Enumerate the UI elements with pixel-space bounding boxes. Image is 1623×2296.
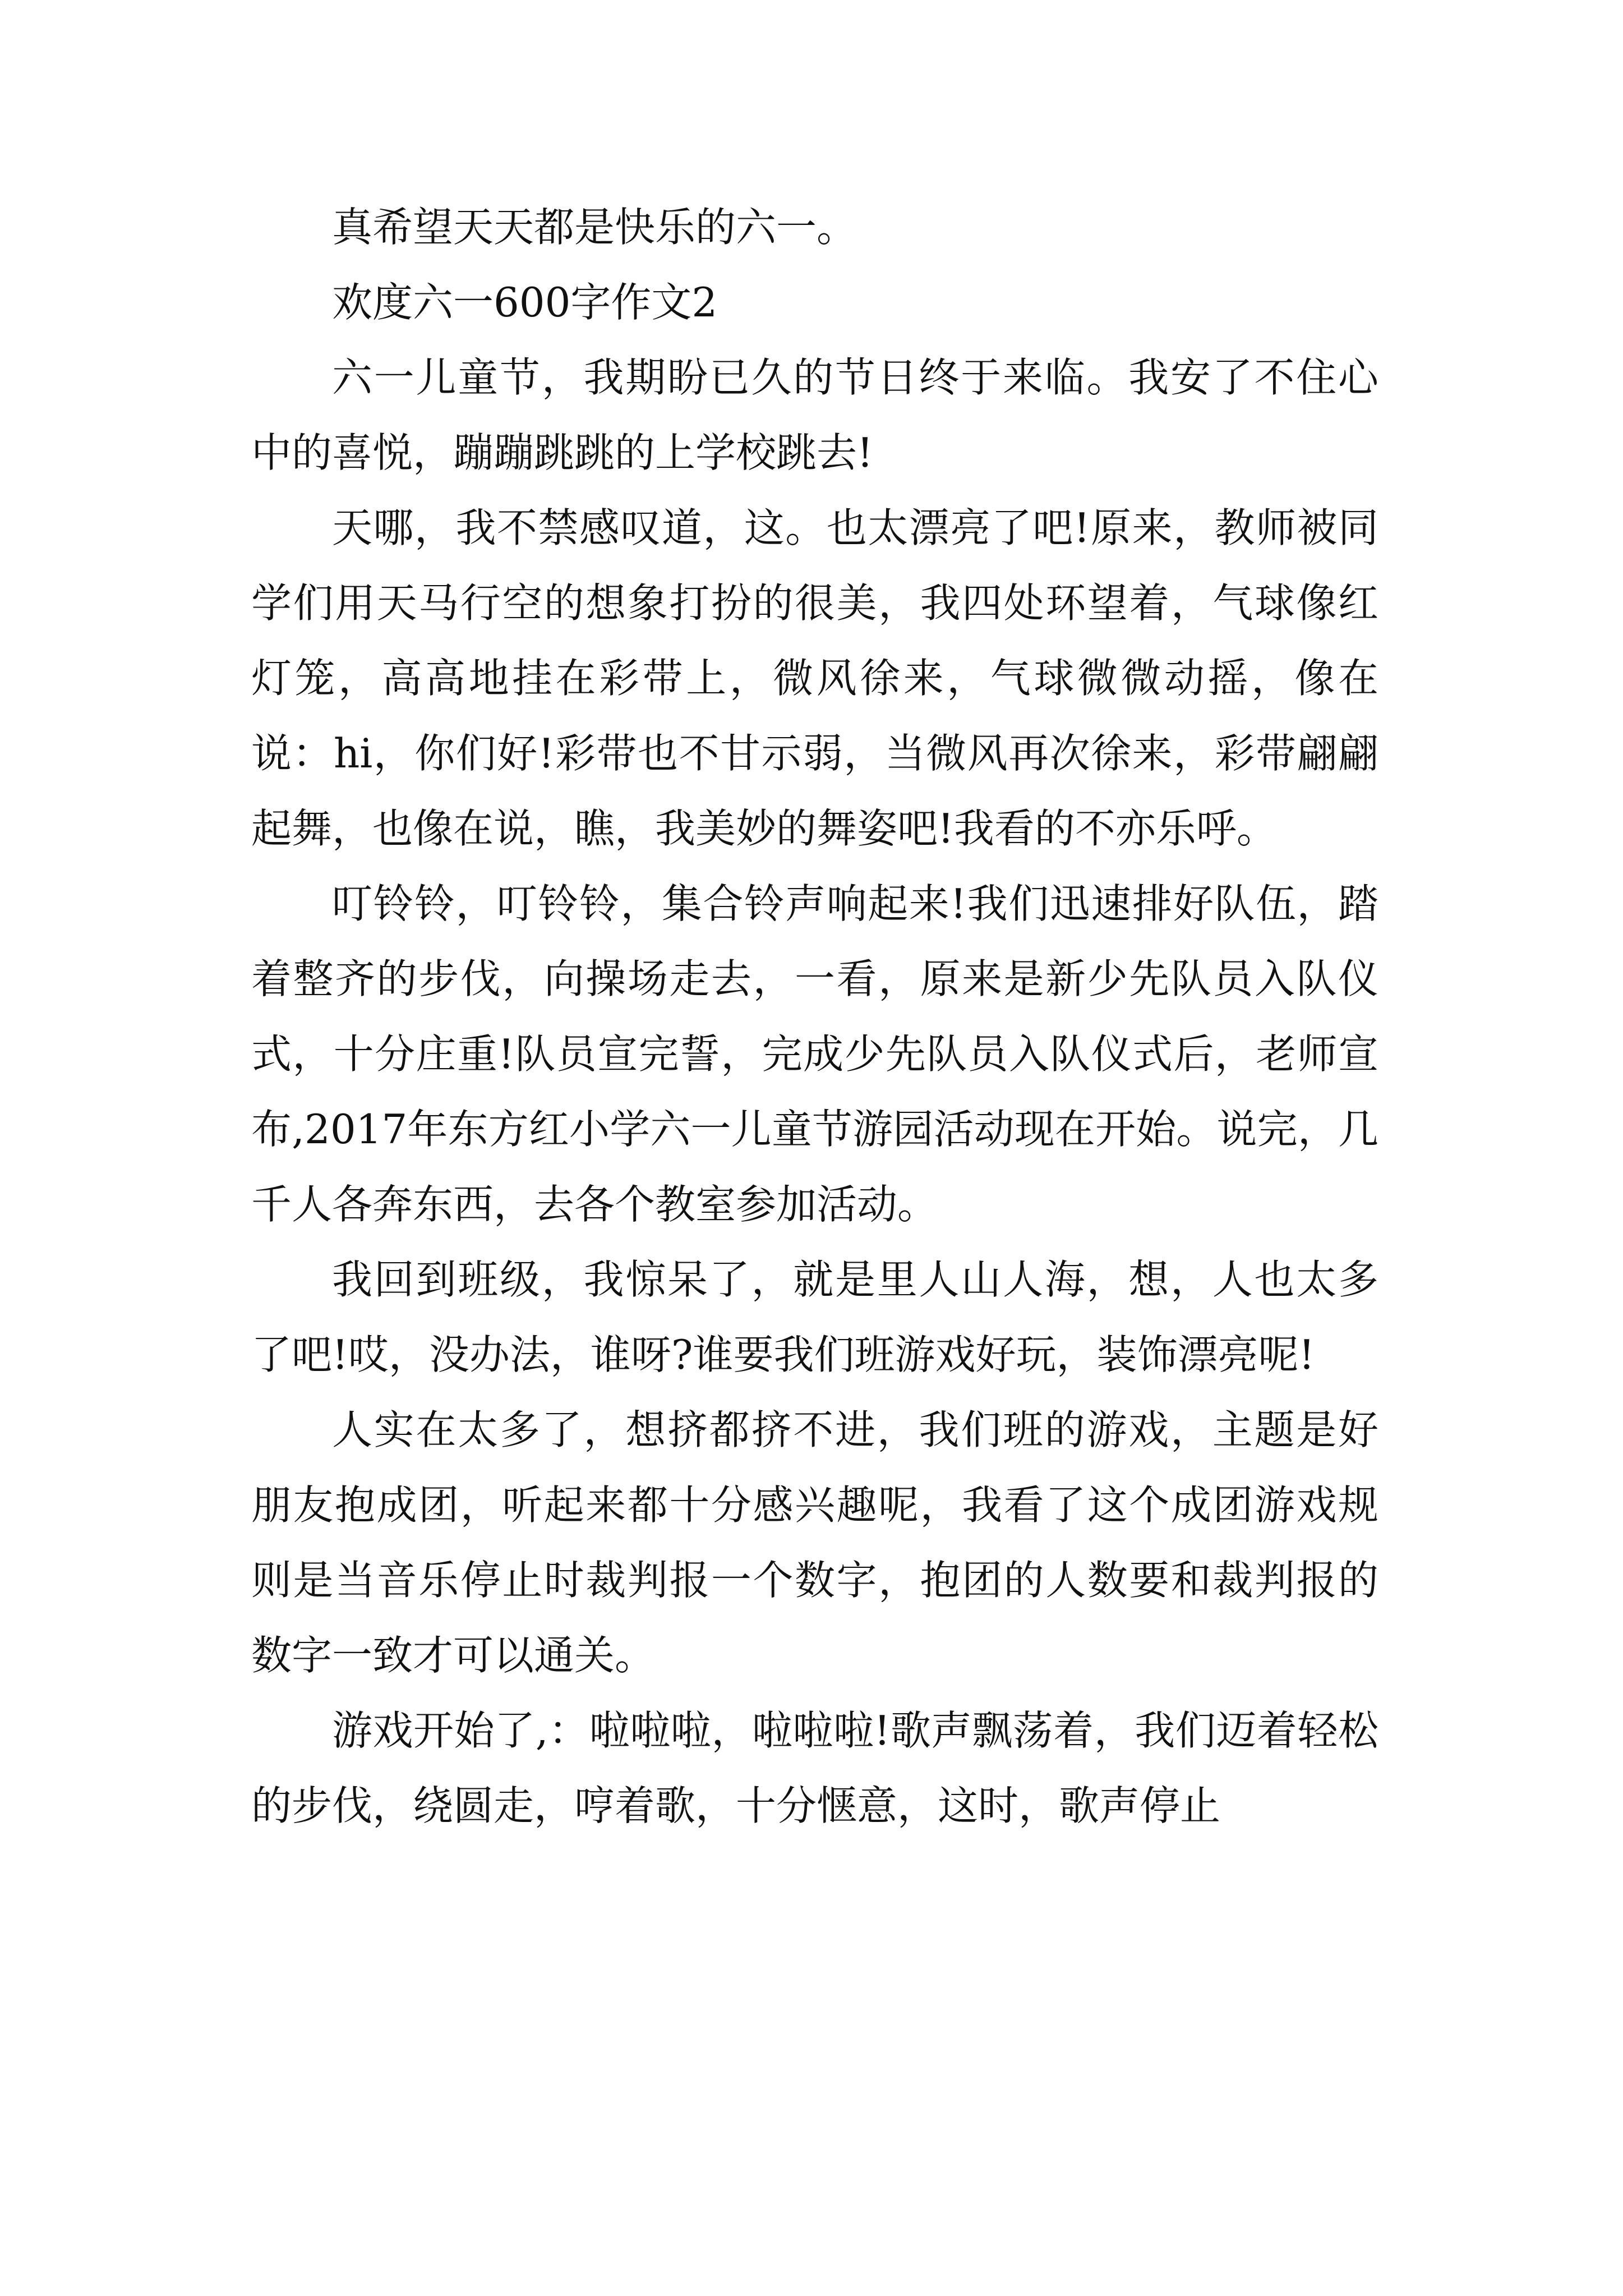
paragraph-closing-line: 真希望天天都是快乐的六一。 (332, 204, 857, 251)
paragraph-6: 游戏开始了,：啦啦啦，啦啦啦!歌声飘荡着，我们迈着轻松的步伐，绕圆走，哼着歌，十分惬意，这时，歌声停止 (251, 1707, 1378, 1829)
essay-title: 欢度六一600字作文2 (332, 279, 718, 326)
essay-body (251, 190, 1378, 1843)
paragraph-5: 人实在太多了，想挤都挤不进，我们班的游戏，主题是好朋友抱成团，听起来都十分感兴趣呢，我看了这个成团游戏规则是当音乐停止时裁判报一个数字，抱团的人数要和裁判报的数字一致才可以通关。 (251, 1406, 1378, 1679)
paragraph-2: 天哪，我不禁感叹道，这。也太漂亮了吧!原来，教师被同学们用天马行空的想象打扮的很美，我四处环望着，气球像红灯笼，高高地挂在彩带上，微风徐来，气球微微动摇，像在说：hi，你们好!彩带也不甘示弱，当微风再次徐来，彩带翩翩起舞，也像在说，瞧，我美妙的舞姿吧!我看的不亦乐呼。 (251, 504, 1378, 852)
paragraph-4: 我回到班级，我惊呆了，就是里人山人海，想，人也太多了吧!哎，没办法，谁呀?谁要我们班游戏好玩，装饰漂亮呢! (251, 1256, 1378, 1378)
paragraph-1: 六一儿童节，我期盼已久的节日终于来临。我安了不住心中的喜悦，蹦蹦跳跳的上学校跳去! (251, 354, 1378, 476)
paragraph-3: 叮铃铃，叮铃铃，集合铃声响起来!我们迅速排好队伍，踏着整齐的步伐，向操场走去，一看，原来是新少先队员入队仪式，十分庄重!队员宣完誓，完成少先队员入队仪式后，老师宣布,2017年东方红小学六一儿童节游园活动现在开始。说完，几千人各奔东西，去各个教室参加活动。 (251, 880, 1378, 1228)
